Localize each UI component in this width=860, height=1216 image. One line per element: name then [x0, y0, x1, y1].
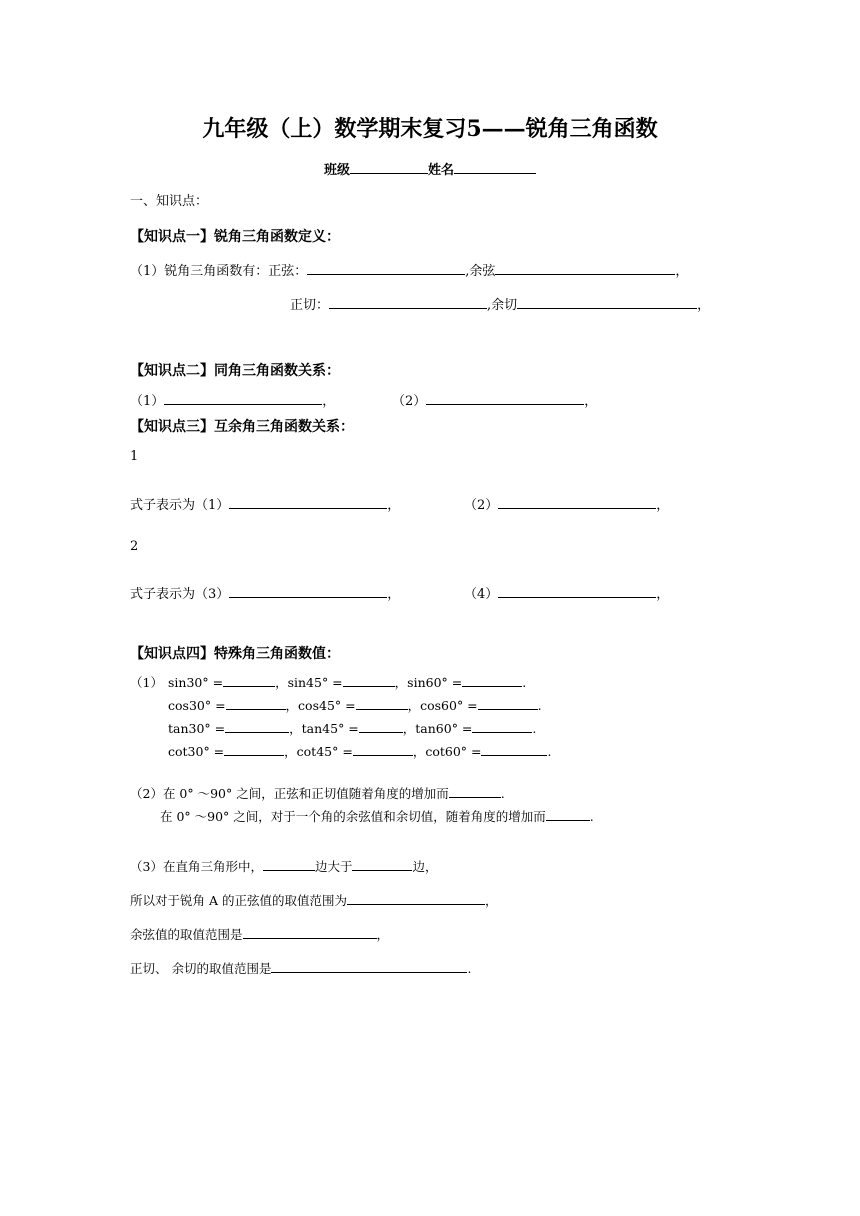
special-values-row-sin — [168, 673, 526, 691]
kp3-expr-prefix-1: 式子表示为 — [130, 498, 196, 513]
kp4-heading: 【知识点四】特殊角三角函数值： — [130, 646, 340, 662]
tan45-blank[interactable] — [359, 719, 403, 733]
special-values-row-cos — [168, 696, 542, 714]
student-info — [0, 159, 860, 178]
kp4-item2-line1 — [130, 784, 505, 802]
kp3-i2: （2） — [464, 498, 499, 513]
kp3-expr-prefix-2: 式子表示为 — [130, 587, 196, 602]
kp4-item3-prefix: （3）在直角三角形中， — [130, 859, 263, 874]
kp2-item2-label: （2） — [392, 394, 427, 409]
kp3-comma-1: ， — [387, 498, 401, 513]
kp4-item3-end: 边， — [412, 859, 438, 874]
cot60-label: ，cot60° = — [412, 744, 482, 759]
cos60-label: ，cos60° = — [407, 698, 478, 713]
cot45-blank[interactable] — [353, 742, 413, 756]
kp3-expr-4 — [464, 583, 669, 602]
kp3-blank-1[interactable] — [229, 495, 387, 509]
kp3-expr-1 — [130, 494, 400, 513]
cos30-blank[interactable] — [226, 696, 286, 710]
name-label: 姓名 — [428, 163, 455, 178]
kp4-item3-line3 — [130, 925, 389, 943]
kp3-comma-2: ， — [656, 498, 670, 513]
tan45-label: ，tan45° = — [289, 721, 359, 736]
kp4-item2-line2 — [160, 807, 594, 825]
kp3-blank-3[interactable] — [229, 584, 387, 598]
kp3-heading: 【知识点三】互余角三角函数关系： — [130, 419, 354, 435]
tan60-label: ，tan60° = — [402, 721, 473, 736]
kp4-item3-line2 — [130, 891, 498, 909]
sine-range-blank[interactable] — [347, 891, 485, 905]
cosine-range-label: 余弦值的取值范围是 — [130, 927, 243, 942]
kp4-item2-line2-text: 在 0° ～90° 之间，对于一个角的余弦值和余切值，随着角度的增加而 — [160, 809, 546, 824]
cos-label: ,余弦 — [465, 264, 496, 279]
kp3-i1: （1） — [195, 498, 230, 513]
kp3-i4: （4） — [464, 587, 499, 602]
kp1-heading: 【知识点一】锐角三角函数定义： — [130, 229, 340, 245]
shorter-side-blank[interactable] — [352, 857, 412, 871]
kp2-item2 — [392, 390, 597, 409]
kp2-item1-label: （1） — [130, 394, 165, 409]
sine-range-end: ， — [484, 893, 498, 908]
cotangent-definition-blank[interactable] — [517, 295, 697, 309]
cot60-blank[interactable] — [481, 742, 547, 756]
kp3-blank-2[interactable] — [498, 495, 656, 509]
kp1-line1 — [130, 260, 688, 279]
kp4-item1-prefix: （1） — [130, 675, 163, 690]
sin45-blank[interactable] — [343, 673, 395, 687]
tan30-blank[interactable] — [225, 719, 289, 733]
kp3-blank-4[interactable] — [498, 584, 656, 598]
tan-cot-range-label: 正切、 余切的取值范围是 — [130, 961, 272, 976]
cot30-label: cot30° = — [168, 744, 225, 759]
kp2-blank-1[interactable] — [164, 391, 322, 405]
cos45-label: ，cos45° = — [285, 698, 356, 713]
cosine-definition-blank[interactable] — [495, 261, 675, 275]
tan60-blank[interactable] — [472, 719, 532, 733]
kp3-num2: 2 — [130, 539, 139, 554]
sin-tan-trend-blank[interactable] — [449, 784, 501, 798]
kp1-line1-end: ， — [675, 264, 689, 279]
longer-side-blank[interactable] — [263, 857, 315, 871]
sin60-label: ，sin60° = — [394, 675, 463, 690]
cos30-label: cos30° = — [168, 698, 226, 713]
tan-cot-range-blank[interactable] — [271, 959, 467, 973]
tan-row-end: . — [532, 721, 537, 736]
kp4-item2-line2-end: . — [589, 809, 594, 824]
kp1-line2-end: ， — [697, 298, 711, 313]
kp2-item1 — [130, 390, 335, 409]
sin30-label: sin30° = — [168, 675, 224, 690]
tangent-definition-blank[interactable] — [329, 295, 487, 309]
kp2-comma-2: ， — [584, 394, 598, 409]
kp3-comma-3: ， — [387, 587, 401, 602]
kp4-item3-line4 — [130, 959, 471, 977]
cot30-blank[interactable] — [224, 742, 284, 756]
kp2-blank-2[interactable] — [426, 391, 584, 405]
special-values-row-tan — [168, 719, 536, 737]
cos45-blank[interactable] — [356, 696, 408, 710]
class-label: 班级 — [323, 163, 350, 178]
part1-heading: 一、知识点： — [130, 194, 209, 209]
sin60-blank[interactable] — [462, 673, 522, 687]
class-blank[interactable] — [350, 160, 428, 174]
kp1-line2 — [290, 294, 710, 313]
sine-range-label: 所以对于锐角 A 的正弦值的取值范围为 — [130, 893, 347, 908]
cosine-range-end: ， — [376, 927, 390, 942]
kp2-comma-1: ， — [322, 394, 336, 409]
kp2-heading: 【知识点二】同角三角函数关系： — [130, 363, 340, 379]
cos60-blank[interactable] — [478, 696, 538, 710]
special-values-row-cot — [168, 742, 551, 760]
kp3-expr-3 — [130, 583, 400, 602]
tan-label: 正切： — [290, 298, 330, 313]
cot-label: ,余切 — [487, 298, 518, 313]
kp4-item3-middle: 边大于 — [314, 859, 353, 874]
kp3-comma-4: ， — [656, 587, 670, 602]
sin30-blank[interactable] — [223, 673, 275, 687]
cos-cot-trend-blank[interactable] — [546, 807, 590, 821]
sin45-label: ，sin45° = — [275, 675, 343, 690]
kp1-line1-prefix: （1）锐角三角函数有：正弦： — [130, 264, 308, 279]
cos-row-end: . — [537, 698, 542, 713]
kp4-item2-line1-text: （2）在 0° ～90° 之间，正弦和正切值随着角度的增加而 — [130, 786, 449, 801]
cot-row-end: . — [547, 744, 552, 759]
tan30-label: tan30° = — [168, 721, 226, 736]
page-title: 九年级（上）数学期末复习5——锐角三角函数 — [202, 116, 658, 142]
sin-row-end: . — [522, 675, 527, 690]
cosine-range-blank[interactable] — [243, 925, 377, 939]
kp4-item3-line1 — [130, 857, 438, 875]
kp3-num1: 1 — [130, 449, 139, 464]
kp3-expr-2 — [464, 494, 669, 513]
kp3-i3: （3） — [195, 587, 230, 602]
cot45-label: ，cot45° = — [284, 744, 353, 759]
kp4-item2-line1-end: . — [500, 786, 505, 801]
tan-cot-range-end: . — [467, 961, 472, 976]
name-blank[interactable] — [454, 160, 536, 174]
sine-definition-blank[interactable] — [307, 261, 465, 275]
